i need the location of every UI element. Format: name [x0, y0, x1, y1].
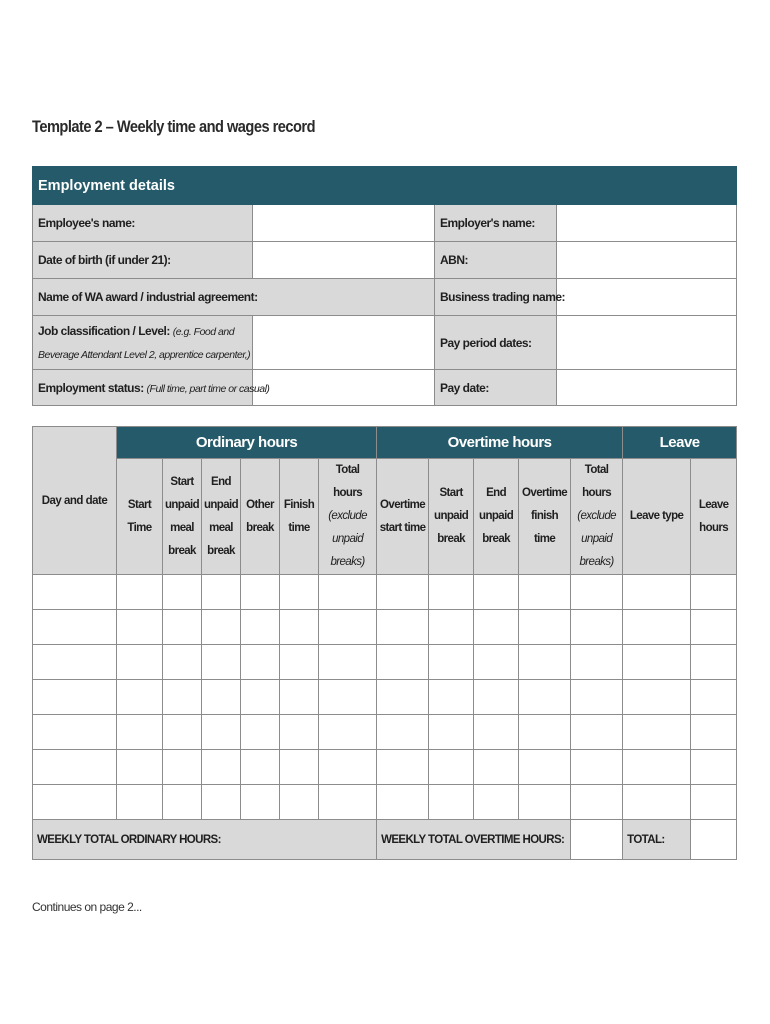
hours-entry-cell[interactable] [117, 750, 163, 785]
hours-entry-cell[interactable] [519, 645, 571, 680]
employment-status-cell [33, 370, 270, 406]
award-label: Name of WA award / industrial agreement: [33, 279, 435, 316]
hours-entry-cell[interactable] [241, 750, 280, 785]
job-classification-field[interactable] [253, 316, 435, 370]
hours-entry-cell[interactable] [691, 575, 737, 610]
hours-entry-cell[interactable] [519, 785, 571, 820]
hours-entry-cell[interactable] [429, 645, 474, 680]
weekly-overtime-total-label: WEEKLY TOTAL OVERTIME HOURS: [377, 820, 571, 860]
hours-entry-cell[interactable] [474, 645, 519, 680]
hours-entry-cell[interactable] [319, 575, 377, 610]
ot-total-hours-header [571, 459, 623, 575]
hours-entry-cell[interactable] [163, 680, 202, 715]
hours-entry-cell[interactable] [163, 610, 202, 645]
hours-entry-cell[interactable] [429, 610, 474, 645]
hours-entry-cell[interactable] [474, 785, 519, 820]
hours-table [32, 426, 737, 860]
day-date-cell[interactable] [33, 785, 117, 820]
table-row [33, 715, 737, 750]
employer-name-label: Employer's name: [435, 205, 557, 242]
hours-entry-cell[interactable] [429, 680, 474, 715]
day-date-cell[interactable] [33, 715, 117, 750]
hours-entry-cell[interactable] [377, 610, 429, 645]
ord-total-hours-header [319, 459, 377, 575]
hours-entry-cell[interactable] [280, 610, 319, 645]
employment-status-field[interactable] [253, 370, 435, 406]
ot-start-time-header: Overtime start time [377, 459, 429, 575]
total-field[interactable] [691, 820, 737, 860]
hours-entry-cell[interactable] [623, 645, 691, 680]
hours-entry-cell[interactable] [241, 610, 280, 645]
hours-entry-cell[interactable] [202, 575, 241, 610]
ot-total-hours-hint: (exclude unpaid breaks) [577, 510, 616, 568]
abn-label: ABN: [435, 242, 557, 279]
hours-entry-cell[interactable] [377, 645, 429, 680]
hours-entry-cell[interactable] [241, 785, 280, 820]
hours-entry-cell[interactable] [117, 610, 163, 645]
ordinary-hours-header: Ordinary hours [117, 427, 377, 459]
day-date-cell[interactable] [33, 610, 117, 645]
hours-entry-cell[interactable] [429, 715, 474, 750]
hours-entry-cell[interactable] [377, 785, 429, 820]
ord-start-unpaid-header: Start unpaid meal break [163, 459, 202, 575]
day-date-cell[interactable] [33, 750, 117, 785]
dob-label: Date of birth (if under 21): [33, 242, 253, 279]
table-row [33, 575, 737, 610]
hours-entry-cell[interactable] [117, 575, 163, 610]
hours-entry-cell[interactable] [623, 715, 691, 750]
hours-entry-cell[interactable] [319, 715, 377, 750]
hours-entry-cell[interactable] [691, 785, 737, 820]
hours-entry-cell[interactable] [163, 715, 202, 750]
employment-status-hint: (Full time, part time or casual) [146, 382, 270, 395]
weekly-overtime-total-field[interactable] [571, 820, 623, 860]
hours-entry-cell[interactable] [280, 645, 319, 680]
ot-end-unpaid-header: End unpaid break [474, 459, 519, 575]
pay-date-field[interactable] [557, 370, 737, 406]
ord-start-time-header: Start Time [117, 459, 163, 575]
hours-entry-cell[interactable] [474, 750, 519, 785]
hours-entry-cell[interactable] [429, 785, 474, 820]
hours-entry-cell[interactable] [202, 645, 241, 680]
employment-details-table [32, 166, 737, 406]
hours-entry-cell[interactable] [519, 680, 571, 715]
hours-entry-cell[interactable] [691, 645, 737, 680]
ot-total-hours-label: Total hours [582, 464, 612, 499]
business-name-label: Business trading name: [435, 279, 557, 316]
table-row [33, 610, 737, 645]
ord-end-unpaid-header: End unpaid meal break [202, 459, 241, 575]
hours-entry-cell[interactable] [377, 715, 429, 750]
hours-entry-cell[interactable] [474, 680, 519, 715]
hours-entry-cell[interactable] [571, 750, 623, 785]
employee-name-label: Employee's name: [33, 205, 253, 242]
hours-entry-cell[interactable] [117, 680, 163, 715]
hours-entry-cell[interactable] [241, 715, 280, 750]
hours-entry-cell[interactable] [163, 750, 202, 785]
hours-entry-cell[interactable] [163, 575, 202, 610]
hours-entry-cell[interactable] [117, 715, 163, 750]
ot-finish-time-header: Overtime finish time [519, 459, 571, 575]
hours-entry-cell[interactable] [319, 610, 377, 645]
employer-name-field[interactable] [557, 205, 737, 242]
hours-entry-cell[interactable] [241, 680, 280, 715]
hours-entry-cell[interactable] [519, 610, 571, 645]
hours-entry-cell[interactable] [163, 645, 202, 680]
continues-note: Continues on page 2... [32, 900, 142, 914]
hours-entry-cell[interactable] [163, 785, 202, 820]
hours-entry-cell[interactable] [571, 575, 623, 610]
weekly-ordinary-total-label: WEEKLY TOTAL ORDINARY HOURS: [33, 820, 377, 860]
business-name-field[interactable] [557, 279, 737, 316]
hours-entry-cell[interactable] [519, 715, 571, 750]
hours-entry-cell[interactable] [474, 575, 519, 610]
hours-entry-cell[interactable] [280, 575, 319, 610]
hours-entry-cell[interactable] [319, 785, 377, 820]
hours-entry-cell[interactable] [571, 610, 623, 645]
day-date-cell[interactable] [33, 575, 117, 610]
hours-entry-cell[interactable] [319, 645, 377, 680]
hours-entry-cell[interactable] [571, 645, 623, 680]
leave-hours-header: Leave hours [691, 459, 737, 575]
overtime-hours-header: Overtime hours [377, 427, 623, 459]
job-classification-cell [33, 316, 253, 370]
hours-entry-cell[interactable] [319, 680, 377, 715]
total-label: TOTAL: [623, 820, 691, 860]
hours-entry-cell[interactable] [241, 645, 280, 680]
hours-entry-cell[interactable] [429, 750, 474, 785]
hours-entry-cell[interactable] [571, 715, 623, 750]
page-title: Template 2 – Weekly time and wages record [32, 117, 316, 136]
hours-entry-cell[interactable] [117, 645, 163, 680]
hours-entry-cell[interactable] [280, 750, 319, 785]
job-classification-label: Job classification / Level: [38, 323, 170, 338]
table-row [33, 750, 737, 785]
hours-entry-cell[interactable] [691, 680, 737, 715]
hours-entry-cell[interactable] [202, 785, 241, 820]
hours-entry-cell[interactable] [571, 785, 623, 820]
day-rows [33, 575, 737, 820]
hours-entry-cell[interactable] [519, 750, 571, 785]
hours-entry-cell[interactable] [623, 610, 691, 645]
hours-entry-cell[interactable] [429, 575, 474, 610]
hours-entry-cell[interactable] [202, 715, 241, 750]
pay-date-label: Pay date: [435, 370, 557, 406]
employment-details-heading: Employment details [33, 167, 737, 205]
hours-entry-cell[interactable] [691, 715, 737, 750]
table-row [33, 680, 737, 715]
hours-entry-cell[interactable] [202, 680, 241, 715]
dob-field[interactable] [253, 242, 435, 279]
hours-entry-cell[interactable] [474, 610, 519, 645]
hours-entry-cell[interactable] [623, 750, 691, 785]
hours-entry-cell[interactable] [377, 680, 429, 715]
hours-entry-cell[interactable] [377, 575, 429, 610]
pay-period-label: Pay period dates: [435, 316, 557, 370]
ord-other-break-header: Other break [241, 459, 280, 575]
hours-entry-cell[interactable] [691, 750, 737, 785]
abn-field[interactable] [557, 242, 737, 279]
job-classification-hint: (e.g. Food and Beverage Attendant Level 2, apprentice carpenter,) [38, 325, 251, 361]
ord-finish-time-header: Finish time [280, 459, 319, 575]
hours-entry-cell[interactable] [623, 785, 691, 820]
table-row [33, 645, 737, 680]
leave-header: Leave [623, 427, 737, 459]
day-date-cell[interactable] [33, 680, 117, 715]
hours-entry-cell[interactable] [280, 785, 319, 820]
hours-entry-cell[interactable] [691, 610, 737, 645]
hours-entry-cell[interactable] [280, 680, 319, 715]
ot-start-unpaid-header: Start unpaid break [429, 459, 474, 575]
hours-entry-cell[interactable] [623, 575, 691, 610]
hours-entry-cell[interactable] [241, 575, 280, 610]
hours-entry-cell[interactable] [571, 680, 623, 715]
hours-entry-cell[interactable] [202, 610, 241, 645]
hours-entry-cell[interactable] [319, 750, 377, 785]
day-and-date-header: Day and date [33, 427, 117, 575]
hours-entry-cell[interactable] [280, 715, 319, 750]
table-row [33, 785, 737, 820]
hours-entry-cell[interactable] [377, 750, 429, 785]
ord-total-hours-label: Total hours [333, 464, 363, 499]
hours-entry-cell[interactable] [117, 785, 163, 820]
employee-name-field[interactable] [253, 205, 435, 242]
employment-status-label: Employment status: [38, 380, 144, 395]
hours-entry-cell[interactable] [202, 750, 241, 785]
pay-period-field[interactable] [557, 316, 737, 370]
hours-entry-cell[interactable] [623, 680, 691, 715]
ord-total-hours-hint: (exclude unpaid breaks) [328, 510, 367, 568]
day-date-cell[interactable] [33, 645, 117, 680]
hours-entry-cell[interactable] [474, 715, 519, 750]
hours-entry-cell[interactable] [519, 575, 571, 610]
leave-type-header: Leave type [623, 459, 691, 575]
